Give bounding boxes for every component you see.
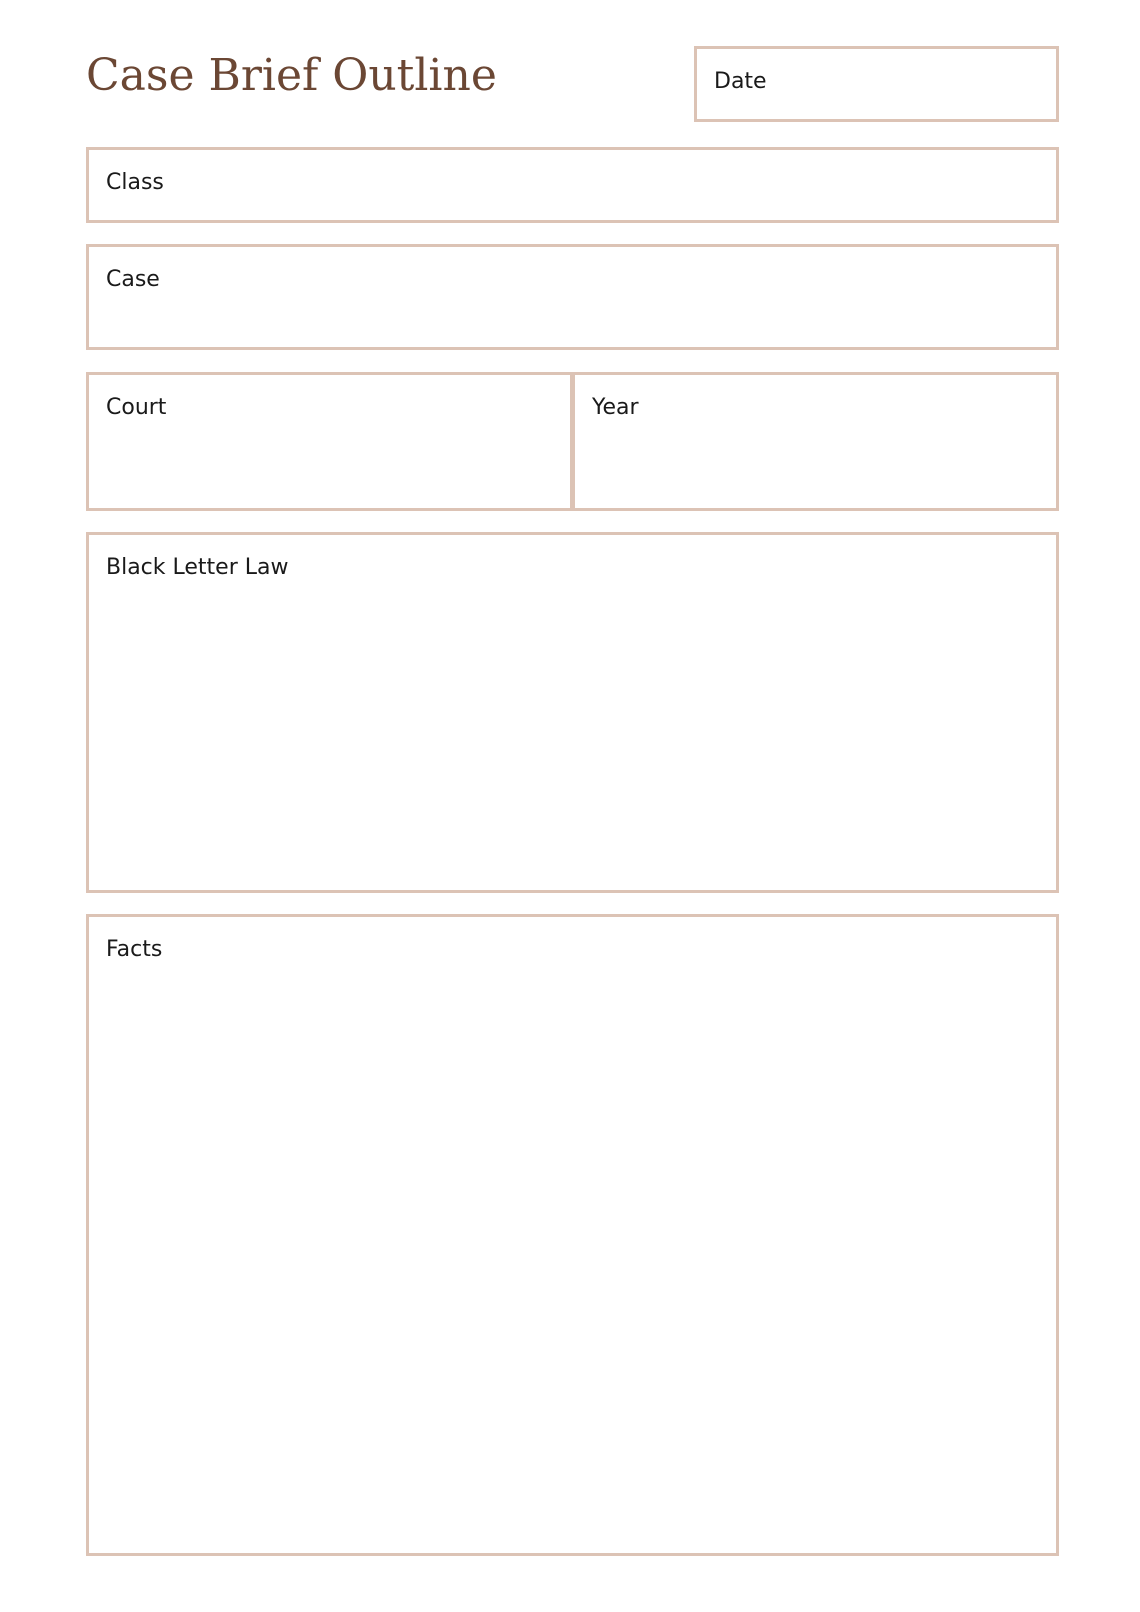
facts-field[interactable] xyxy=(86,914,1059,1556)
court-label: Court xyxy=(106,395,167,420)
year-label: Year xyxy=(592,395,639,420)
case-field[interactable] xyxy=(86,244,1059,350)
date-field[interactable] xyxy=(694,46,1059,122)
class-field[interactable] xyxy=(86,147,1059,223)
page-title: Case Brief Outline xyxy=(86,50,497,101)
case-label: Case xyxy=(106,267,160,292)
year-field[interactable] xyxy=(572,372,1059,511)
date-label: Date xyxy=(714,69,767,94)
facts-label: Facts xyxy=(106,937,163,962)
class-label: Class xyxy=(106,170,164,195)
court-field[interactable] xyxy=(86,372,573,511)
black-letter-law-label: Black Letter Law xyxy=(106,555,289,580)
black-letter-law-field[interactable] xyxy=(86,532,1059,893)
